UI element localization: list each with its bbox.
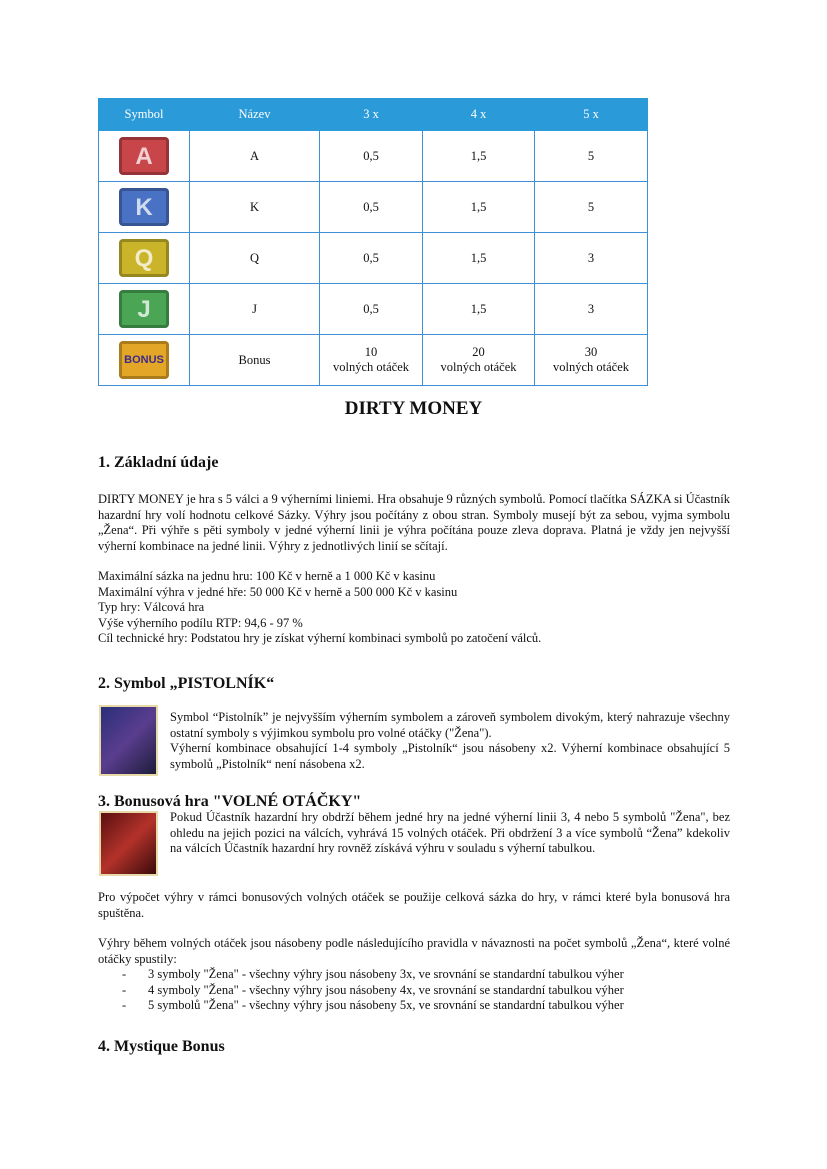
payout-cell-x3: 10 volných otáček <box>320 335 423 386</box>
col-header-5x: 5 x <box>535 99 648 131</box>
payout-cell-x3: 0,5 <box>320 131 423 182</box>
paytable-row <box>99 284 648 335</box>
symbol-icon: Q <box>119 239 169 277</box>
symbol-cell <box>99 182 190 233</box>
symbol-icon: BONUS <box>119 341 169 379</box>
name-cell: Q <box>190 233 320 284</box>
free-spins-paragraph-2: Pro výpočet výhry v rámci bonusových volných otáček se použije celková sázka do hry, v rámci které byla bonusová hra spuštěna. <box>98 890 730 920</box>
list-item: - 5 symbolů "Žena" - všechny výhry jsou násobeny 5x, ve srovnání se standardní tabulkou výher <box>122 998 624 1012</box>
info-line: Typ hry: Válcová hra <box>98 600 205 614</box>
section-heading-pistolnik: 2. Symbol „PISTOLNÍK“ <box>98 675 275 692</box>
paytable-row <box>99 131 648 182</box>
payout-cell-x5: 30 volných otáček <box>535 335 648 386</box>
name-cell: A <box>190 131 320 182</box>
paytable-row <box>99 182 648 233</box>
paytable <box>98 98 648 386</box>
free-spins-paragraph-1: Pokud Účastník hazardní hry obdrží během jedné hry na jedné výherní linii 3, 4 nebo 5 symbolů "Žena", bez ohledu na jejich pozici na válcích, vyhrává 15 volných otáček. Při obdržení 3 a více symbolů “Žena” kdekoliv na válcích Účastník hazardní hry rovněž získává výhru v souladu s výherní tabulkou. <box>170 810 730 855</box>
paytable-row <box>99 335 648 386</box>
list-item: - 3 symboly "Žena" - všechny výhry jsou násobeny 3x, ve srovnání se standardní tabulkou výher <box>122 967 624 981</box>
symbol-cell <box>99 233 190 284</box>
payout-cell-x4: 1,5 <box>423 182 535 233</box>
free-spins-paragraph-3: Výhry během volných otáček jsou násobeny podle následujícího pravidla v návaznosti na počet symbolů „Žena“, které volné otáčky spustily: <box>98 936 730 966</box>
symbol-icon: J <box>119 290 169 328</box>
section-heading-free-spins: 3. Bonusová hra "VOLNÉ OTÁČKY" <box>98 793 362 810</box>
basics-paragraph: DIRTY MONEY je hra s 5 válci a 9 výherními liniemi. Hra obsahuje 9 různých symbolů. Pomocí tlačítka SÁZKA si Účastník hazardní hry volí hodnotu celkové Sázky. Výhry jsou počítány z obou stran. Symboly musejí být za sebou, vyjma symbolu „Žena“. Při výhře s pěti symboly v jedné výherní linii je výhra počítána pouze zleva doprava. Platná je vždy jen nejvyšší výherní kombinace na jedné linii. Výhry z jednotlivých linií se sčítají. <box>98 492 730 553</box>
info-line: Maximální sázka na jednu hru: 100 Kč v herně a 1 000 Kč v kasinu <box>98 569 436 583</box>
col-header-symbol: Symbol <box>99 99 190 131</box>
col-header-4x: 4 x <box>423 99 535 131</box>
symbol-icon: A <box>119 137 169 175</box>
col-header-name: Název <box>190 99 320 131</box>
pistolnik-paragraph-2: Výherní kombinace obsahující 1-4 symboly „Pistolník“ jsou násobeny x2. Výherní kombinace obsahující 5 symbolů „Pistolník“ není násobena x2. <box>170 741 730 771</box>
multiplier-list <box>98 967 730 1014</box>
name-cell: K <box>190 182 320 233</box>
payout-cell-x5: 5 <box>535 131 648 182</box>
payout-cell-x4: 1,5 <box>423 284 535 335</box>
payout-cell-x3: 0,5 <box>320 233 423 284</box>
payout-cell-x5: 3 <box>535 233 648 284</box>
info-line: Maximální výhra v jedné hře: 50 000 Kč v herně a 500 000 Kč v kasinu <box>98 584 458 599</box>
payout-cell-x4: 1,5 <box>423 233 535 284</box>
symbol-cell <box>99 335 190 386</box>
payout-cell-x3: 0,5 <box>320 182 423 233</box>
payout-cell-x4: 20 volných otáček <box>423 335 535 386</box>
document-title: DIRTY MONEY <box>344 398 483 419</box>
payout-cell-x3: 0,5 <box>320 284 423 335</box>
payout-cell-x5: 3 <box>535 284 648 335</box>
section-heading-basics: 1. Základní údaje <box>98 454 219 471</box>
pistolnik-symbol-image <box>99 705 158 776</box>
name-cell: Bonus <box>190 335 320 386</box>
section-heading-mystique-bonus: 4. Mystique Bonus <box>98 1038 225 1055</box>
info-line: Výše výherního podílu RTP: 94,6 - 97 % <box>98 615 303 630</box>
name-cell: J <box>190 284 320 335</box>
paytable-row <box>99 233 648 284</box>
symbol-icon: K <box>119 188 169 226</box>
payout-cell-x4: 1,5 <box>423 131 535 182</box>
info-line: Cíl technické hry: Podstatou hry je získat výherní kombinaci symbolů po zatočení válců. <box>98 631 542 645</box>
zena-symbol-image <box>99 811 158 876</box>
payout-cell-x5: 5 <box>535 182 648 233</box>
col-header-3x: 3 x <box>320 99 423 131</box>
list-item: - 4 symboly "Žena" - všechny výhry jsou násobeny 4x, ve srovnání se standardní tabulkou výher <box>122 982 624 997</box>
pistolnik-paragraph-1: Symbol “Pistolník” je nejvyšším výherním symbolem a zároveň symbolem divokým, který nahrazuje všechny ostatní symboly s výjimkou symbolu pro volné otáčky ("Žena"). <box>170 710 730 740</box>
symbol-cell <box>99 131 190 182</box>
symbol-cell <box>99 284 190 335</box>
